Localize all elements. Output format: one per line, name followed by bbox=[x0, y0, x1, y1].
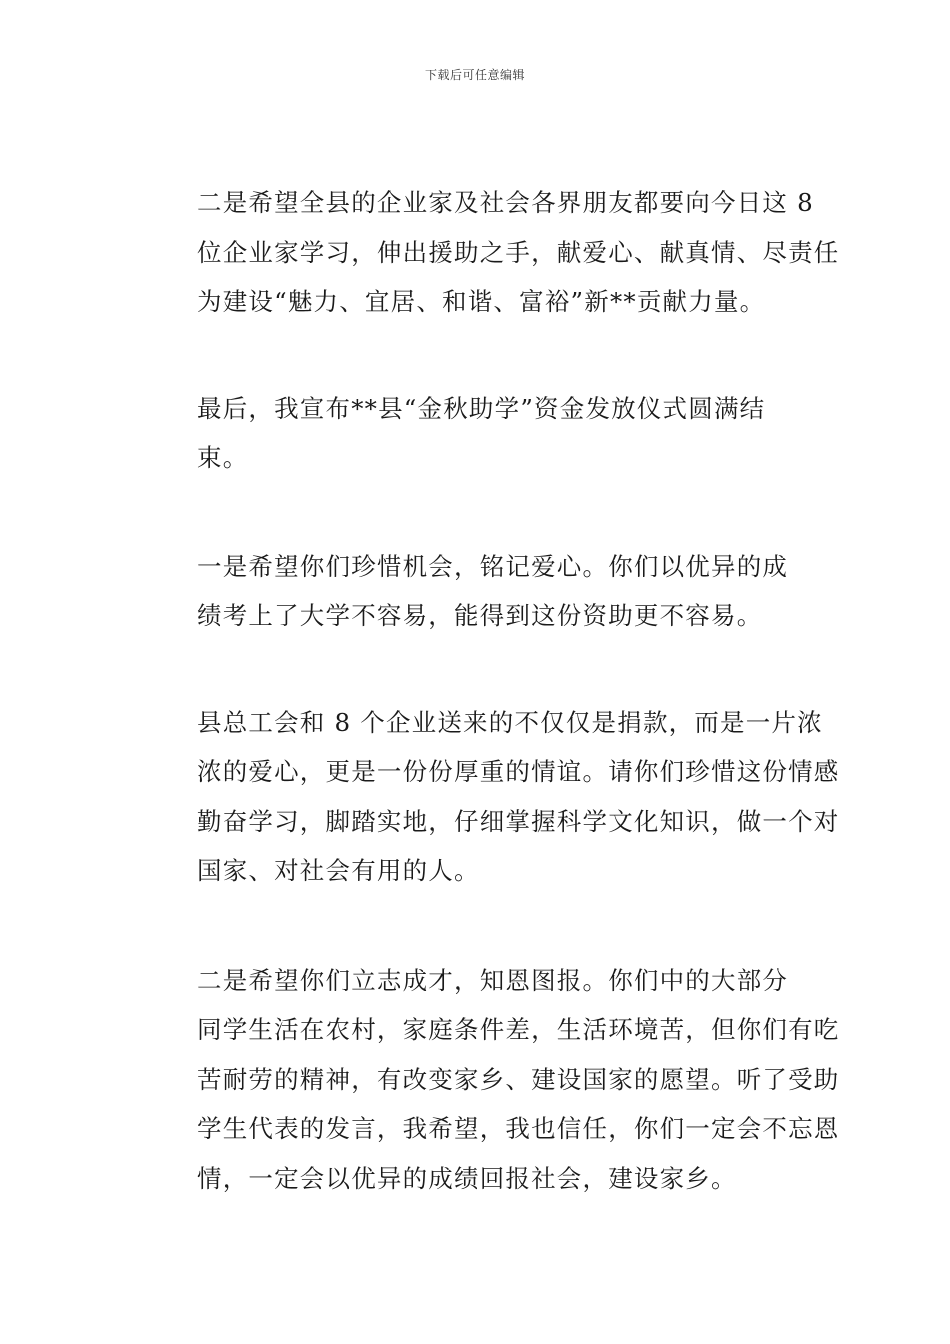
paragraph-2 bbox=[145, 384, 810, 483]
text-line: 二是希望你们立志成才，知恩图报。你们中的大部分 bbox=[197, 965, 789, 995]
paragraph-4 bbox=[145, 698, 840, 896]
paragraph-1 bbox=[145, 178, 840, 327]
text-line: 为建设“魅力、宜居、和谐、富裕”新**贡献力量。 bbox=[197, 287, 766, 316]
text-line: 勤奋学习，脚踏实地，仔细掌握科学文化知识，做一个对 bbox=[197, 806, 840, 836]
text-line: 束。 bbox=[197, 443, 249, 472]
text-line: 浓的爱心，更是一份份厚重的情谊。请你们珍惜这份情感 bbox=[197, 757, 840, 786]
text-line: 同学生活在农村，家庭条件差，生活环境苦，但你们有吃 bbox=[197, 1015, 840, 1044]
text-line: 苦耐劳的精神，有改变家乡、建设国家的愿望。听了受助 bbox=[197, 1064, 840, 1094]
text-line: 国家、对社会有用的人。 bbox=[197, 856, 480, 885]
text-line: 二是希望全县的企业家及社会各界朋友都要向今日这 8 bbox=[197, 188, 814, 217]
text-line: 最后，我宣布**县“金秋助学”资金发放仪式圆满结 bbox=[197, 393, 766, 423]
text-line: 学生代表的发言，我希望，我也信任，你们一定会不忘恩 bbox=[197, 1114, 840, 1143]
text-line: 县总工会和 8 个企业送来的不仅仅是捐款，而是一片浓 bbox=[197, 707, 823, 737]
document-body bbox=[145, 178, 840, 1203]
paragraph-5 bbox=[145, 956, 840, 1204]
text-line: 位企业家学习，伸出援助之手，献爱心、献真情、尽责任 bbox=[197, 237, 840, 267]
paragraph-3 bbox=[145, 542, 810, 641]
text-line: 绩考上了大学不容易，能得到这份资助更不容易。 bbox=[197, 601, 763, 630]
text-line: 一是希望你们珍惜机会，铭记爱心。你们以优异的成 bbox=[197, 551, 789, 581]
page-header: 下载后可任意编辑 bbox=[424, 68, 525, 82]
text-line: 情，一定会以优异的成绩回报社会，建设家乡。 bbox=[197, 1163, 737, 1193]
